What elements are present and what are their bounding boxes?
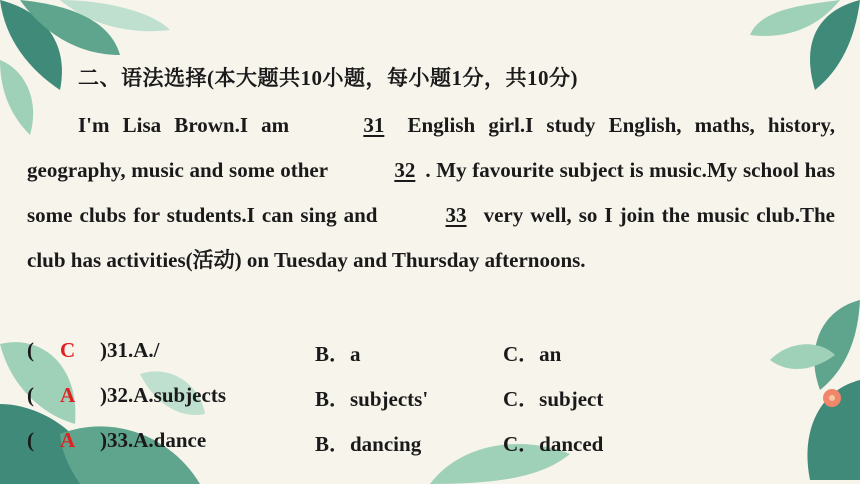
option-c: C．an — [503, 342, 562, 366]
answer-letter: A — [60, 383, 76, 407]
blank-31: 31 — [363, 113, 385, 137]
question-stem: )33.A.dance — [100, 428, 207, 452]
question-stem: )31.A./ — [100, 338, 160, 362]
blank-32: 32 — [394, 158, 416, 182]
option-b: B．a — [315, 342, 361, 366]
option-c: C．subject — [503, 387, 604, 411]
question-row — [27, 338, 827, 378]
option-c: C．danced — [503, 432, 604, 456]
section-heading: 二、语法选择(本大题共10小题，每小题1分，共10分) — [78, 66, 578, 90]
answer-letter: A — [60, 428, 76, 452]
question-row — [27, 383, 827, 423]
answer-paren: ( — [27, 338, 34, 362]
answer-paren: ( — [27, 428, 34, 452]
answer-letter: C — [60, 338, 76, 362]
passage-text: I'm Lisa Brown.I am — [78, 113, 303, 137]
question-stem: )32.A.subjects — [100, 383, 226, 407]
passage-text: English girl.I study English, maths, history, geography, music and some other — [27, 113, 835, 182]
blank-33: 33 — [445, 203, 467, 227]
option-b: B．dancing — [315, 432, 422, 456]
passage-text: . My favourite subject is music.My school has some clubs for students.I can sing and — [27, 158, 835, 227]
question-row — [27, 428, 827, 468]
answer-paren: ( — [27, 383, 34, 407]
cloze-passage — [27, 103, 835, 283]
option-b: B．subjects' — [315, 387, 429, 411]
passage-text: very well, so I join the music club.The club has activities(活动) on Tuesday and Thursday afternoons. — [27, 203, 835, 272]
